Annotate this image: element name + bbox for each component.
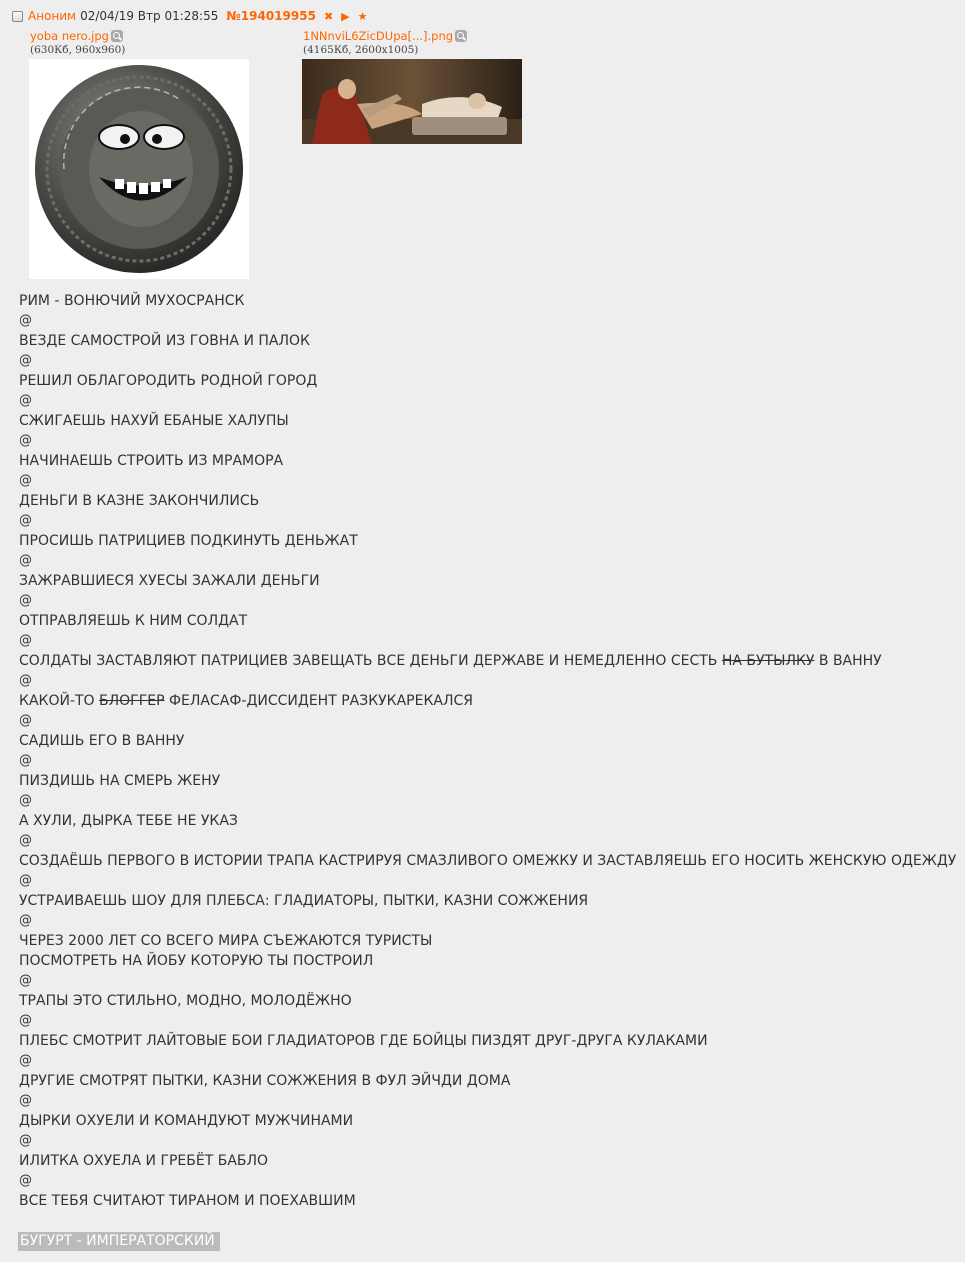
message-line: СЖИГАЕШЬ НАХУЙ ЕБАНЫЕ ХАЛУПЫ <box>19 413 289 429</box>
message-line: ПИЗДИШЬ НА СМЕРЬ ЖЕНУ <box>19 773 221 789</box>
file-meta: (630Кб, 960x960) <box>30 44 126 56</box>
post-datetime: 02/04/19 Втр 01:28:55 <box>80 9 219 23</box>
separator-line: @ <box>19 1173 32 1188</box>
close-icon[interactable]: ✖ <box>323 9 334 23</box>
separator-line: @ <box>19 353 32 368</box>
separator-line: @ <box>19 473 32 488</box>
search-icon[interactable] <box>111 30 123 42</box>
message-line: УСТРАИВАЕШЬ ШОУ ДЛЯ ПЛЕБСА: ГЛАДИАТОРЫ, ПЫТКИ, КАЗНИ СОЖЖЕНИЯ <box>19 893 589 909</box>
separator-line: @ <box>19 713 32 728</box>
file-meta: (4165Кб, 2600x1005) <box>303 44 419 56</box>
message-line: ПРОСИШЬ ПАТРИЦИЕВ ПОДКИНУТЬ ДЕНЬЖАТ <box>19 533 358 549</box>
separator-line: @ <box>19 633 32 648</box>
file-1 <box>30 29 125 57</box>
message-line: ВСЕ ТЕБЯ СЧИТАЮТ ТИРАНОМ И ПОЕХАВШИМ <box>19 1193 356 1209</box>
message-line: СОЗДАЁШЬ ПЕРВОГО В ИСТОРИИ ТРАПА КАСТРИРУЯ СМАЗЛИВОГО ОМЕЖКУ И ЗАСТАВЛЯЕШЬ ЕГО НОСИТЬ ЖЕНСКУЮ ОДЕЖДУ <box>19 853 957 869</box>
separator-line: @ <box>19 1013 32 1028</box>
separator-line: @ <box>19 1093 32 1108</box>
separator-line: @ <box>19 913 32 928</box>
file-name-link[interactable]: 1NNnviL6ZicDUpa[...].png <box>303 29 454 43</box>
post-select-checkbox[interactable] <box>12 11 23 22</box>
separator-line: @ <box>19 1053 32 1068</box>
message-line: РИМ - ВОНЮЧИЙ МУХОСРАНСК <box>19 293 245 309</box>
separator-line: @ <box>19 433 32 448</box>
message-line: А ХУЛИ, ДЫРКА ТЕБЕ НЕ УКАЗ <box>19 813 238 829</box>
file-name-link[interactable]: yoba nero.jpg <box>30 29 109 43</box>
separator-line: @ <box>19 793 32 808</box>
post-header <box>12 8 376 24</box>
message-text-segment: ФЕЛАСАФ-ДИССИДЕНТ РАЗКУКАРЕКАЛСЯ <box>164 693 474 709</box>
separator-line: @ <box>19 1133 32 1148</box>
separator-line: @ <box>19 553 32 568</box>
message-line: ОТПРАВЛЯЕШЬ К НИМ СОЛДАТ <box>19 613 248 629</box>
message-line: ПОСМОТРЕТЬ НА ЙОБУ КОТОРУЮ ТЫ ПОСТРОИЛ <box>19 953 374 969</box>
message-line: ЧЕРЕЗ 2000 ЛЕТ СО ВСЕГО МИРА СЪЕЖАЮТСЯ ТУРИСТЫ <box>19 933 433 949</box>
search-icon[interactable] <box>455 30 467 42</box>
separator-line: @ <box>19 753 32 768</box>
message-line: НАЧИНАЕШЬ СТРОИТЬ ИЗ МРАМОРА <box>19 453 284 469</box>
message-line: САДИШЬ ЕГО В ВАННУ <box>19 733 185 749</box>
message-line: ЗАЖРАВШИЕСЯ ХУЕСЫ ЗАЖАЛИ ДЕНЬГИ <box>19 573 320 589</box>
message-line: ПЛЕБС СМОТРИТ ЛАЙТОВЫЕ БОИ ГЛАДИАТОРОВ ГДЕ БОЙЦЫ ПИЗДЯТ ДРУГ-ДРУГА КУЛАКАМИ <box>19 1033 708 1049</box>
author-name: Аноним <box>28 9 77 23</box>
message-line: ДЕНЬГИ В КАЗНЕ ЗАКОНЧИЛИСЬ <box>19 493 260 509</box>
message-line <box>19 691 959 711</box>
message-text-segment: СОЛДАТЫ ЗАСТАВЛЯЮТ ПАТРИЦИЕВ ЗАВЕЩАТЬ ВСЕ ДЕНЬГИ ДЕРЖАВЕ И НЕМЕДЛЕННО СЕСТЬ <box>19 653 722 669</box>
message-line <box>19 651 959 671</box>
separator-line: @ <box>19 833 32 848</box>
separator-line: @ <box>19 973 32 988</box>
separator-line: @ <box>19 673 32 688</box>
message-line: ДРУГИЕ СМОТРЯТ ПЫТКИ, КАЗНИ СОЖЖЕНИЯ В ФУЛ ЭЙЧДИ ДОМА <box>19 1073 511 1089</box>
thumbnail-image-painting[interactable] <box>302 59 522 144</box>
separator-line: @ <box>19 313 32 328</box>
strikethrough-text: БЛОГГЕР <box>99 693 165 709</box>
message-text-segment: КАКОЙ-ТО <box>19 693 100 709</box>
message-text-segment: В ВАННУ <box>814 653 882 669</box>
separator-line: @ <box>19 593 32 608</box>
separator-line: @ <box>19 393 32 408</box>
message-line: РЕШИЛ ОБЛАГОРОДИТЬ РОДНОЙ ГОРОД <box>19 373 318 389</box>
file-2 <box>303 29 467 57</box>
play-icon[interactable]: ▶ <box>341 9 350 23</box>
spoiler-block <box>18 1230 220 1250</box>
message-line: ДЫРКИ ОХУЕЛИ И КОМАНДУЮТ МУЖЧИНАМИ <box>19 1113 354 1129</box>
separator-line: @ <box>19 873 32 888</box>
spoiler-text[interactable]: БУГУРТ - ИМПЕРАТОРСКИЙ <box>18 1232 220 1251</box>
post-message <box>19 291 959 1211</box>
strikethrough-text: НА БУТЫЛКУ <box>721 653 815 669</box>
message-line: ИЛИТКА ОХУЕЛА И ГРЕБЁТ БАБЛО <box>19 1153 269 1169</box>
post-number-link[interactable]: №194019955 <box>226 9 316 23</box>
message-line: ТРАПЫ ЭТО СТИЛЬНО, МОДНО, МОЛОДЁЖНО <box>19 993 352 1009</box>
thumbnail-image-coin[interactable] <box>29 59 249 279</box>
separator-line: @ <box>19 513 32 528</box>
message-line: ВЕЗДЕ САМОСТРОЙ ИЗ ГОВНА И ПАЛОК <box>19 333 310 349</box>
star-icon[interactable]: ★ <box>357 9 368 23</box>
